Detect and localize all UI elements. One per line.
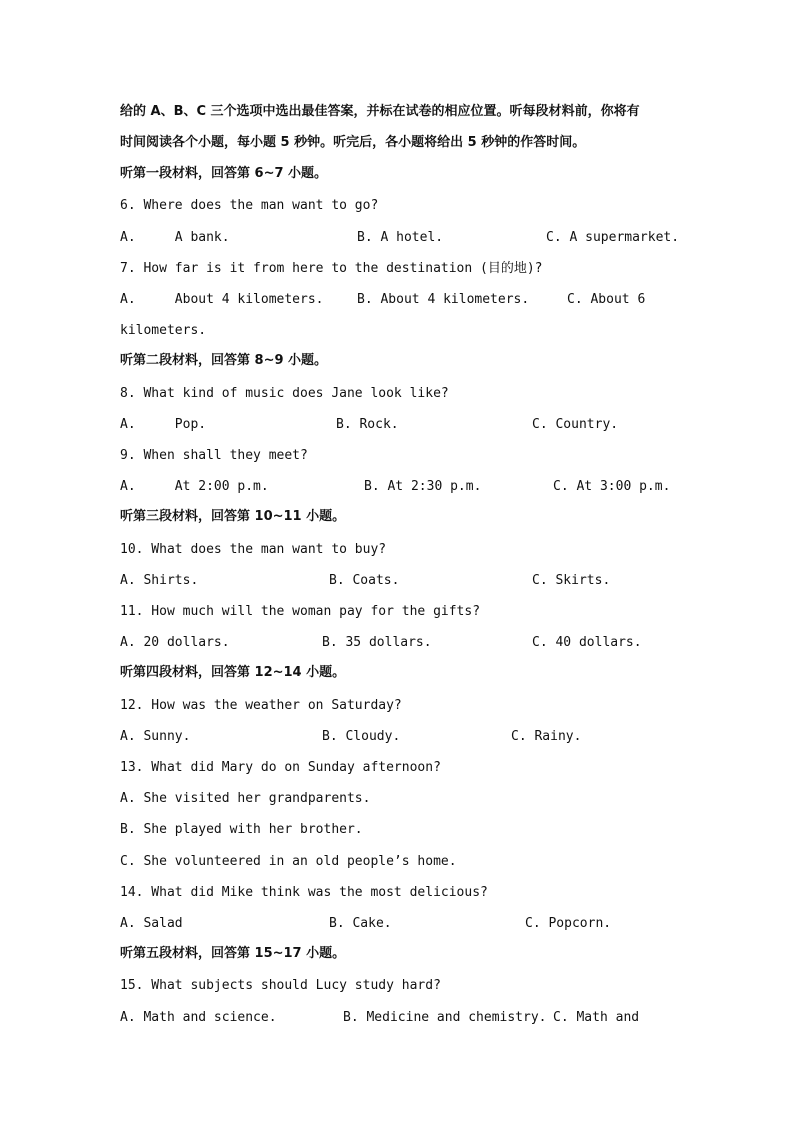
section-heading-4: 听第四段材料，回答第 12~14 小题。 — [120, 665, 346, 680]
question-6: 6. Where does the man want to go? — [120, 198, 379, 213]
question-15: 15. What subjects should Lucy study hard? — [120, 978, 441, 993]
question-13: 13. What did Mary do on Sunday afternoon? — [120, 760, 441, 775]
q10-option-c: C. Skirts. — [532, 573, 611, 588]
q9-option-c: C. At 3:00 p.m. — [553, 479, 671, 494]
q12-option-a: A. Sunny. — [120, 729, 191, 744]
q15-option-b: B. Medicine and chemistry. — [343, 1010, 547, 1025]
q11-option-b: B. 35 dollars. — [322, 635, 432, 650]
q8-option-b: B. Rock. — [336, 417, 399, 432]
section-heading-2: 听第二段材料，回答第 8~9 小题。 — [120, 353, 328, 368]
intro-line-2: 时间阅读各个小题，每小题 5 秒钟。听完后，各小题将给出 5 秒钟的作答时间。 — [120, 135, 586, 150]
q14-option-a: A. Salad — [120, 916, 183, 931]
question-9: 9. When shall they meet? — [120, 448, 308, 463]
q15-option-c: C. Math and — [553, 1010, 640, 1025]
q6-option-c: C. A supermarket. — [546, 230, 680, 245]
question-8: 8. What kind of music does Jane look like? — [120, 386, 449, 401]
section-heading-3: 听第三段材料，回答第 10~11 小题。 — [120, 509, 346, 524]
question-11: 11. How much will the woman pay for the gifts? — [120, 604, 481, 619]
q15-option-a: A. Math and science. — [120, 1010, 277, 1025]
question-12: 12. How was the weather on Saturday? — [120, 698, 402, 713]
q11-option-a: A. 20 dollars. — [120, 635, 230, 650]
q10-option-b: B. Coats. — [329, 573, 400, 588]
section-heading-5: 听第五段材料，回答第 15~17 小题。 — [120, 946, 346, 961]
q12-option-b: B. Cloudy. — [322, 729, 401, 744]
q14-option-b: B. Cake. — [329, 916, 392, 931]
q7-option-c-continued: kilometers. — [120, 323, 207, 338]
intro-line-1: 给的 A、B、C 三个选项中选出最佳答案，并标在试卷的相应位置。听每段材料前，你将有 — [120, 104, 640, 119]
q7-option-a: A. About 4 kilometers. — [120, 292, 324, 307]
q8-option-c: C. Country. — [532, 417, 619, 432]
question-7: 7. How far is it from here to the destination (目的地)? — [120, 261, 543, 276]
question-14: 14. What did Mike think was the most delicious? — [120, 885, 488, 900]
q6-option-b: B. A hotel. — [357, 230, 444, 245]
q7-option-c: C. About 6 — [567, 292, 646, 307]
q13-option-b: B. She played with her brother. — [120, 822, 363, 837]
q9-option-b: B. At 2:30 p.m. — [364, 479, 482, 494]
q12-option-c: C. Rainy. — [511, 729, 582, 744]
question-10: 10. What does the man want to buy? — [120, 542, 387, 557]
q6-option-a: A. A bank. — [120, 230, 230, 245]
q9-option-a: A. At 2:00 p.m. — [120, 479, 269, 494]
q10-option-a: A. Shirts. — [120, 573, 199, 588]
q7-option-b: B. About 4 kilometers. — [357, 292, 530, 307]
q8-option-a: A. Pop. — [120, 417, 207, 432]
q14-option-c: C. Popcorn. — [525, 916, 612, 931]
q11-option-c: C. 40 dollars. — [532, 635, 642, 650]
section-heading-1: 听第一段材料，回答第 6~7 小题。 — [120, 166, 328, 181]
q13-option-c: C. She volunteered in an old people’s home. — [120, 854, 457, 869]
q13-option-a: A. She visited her grandparents. — [120, 791, 371, 806]
